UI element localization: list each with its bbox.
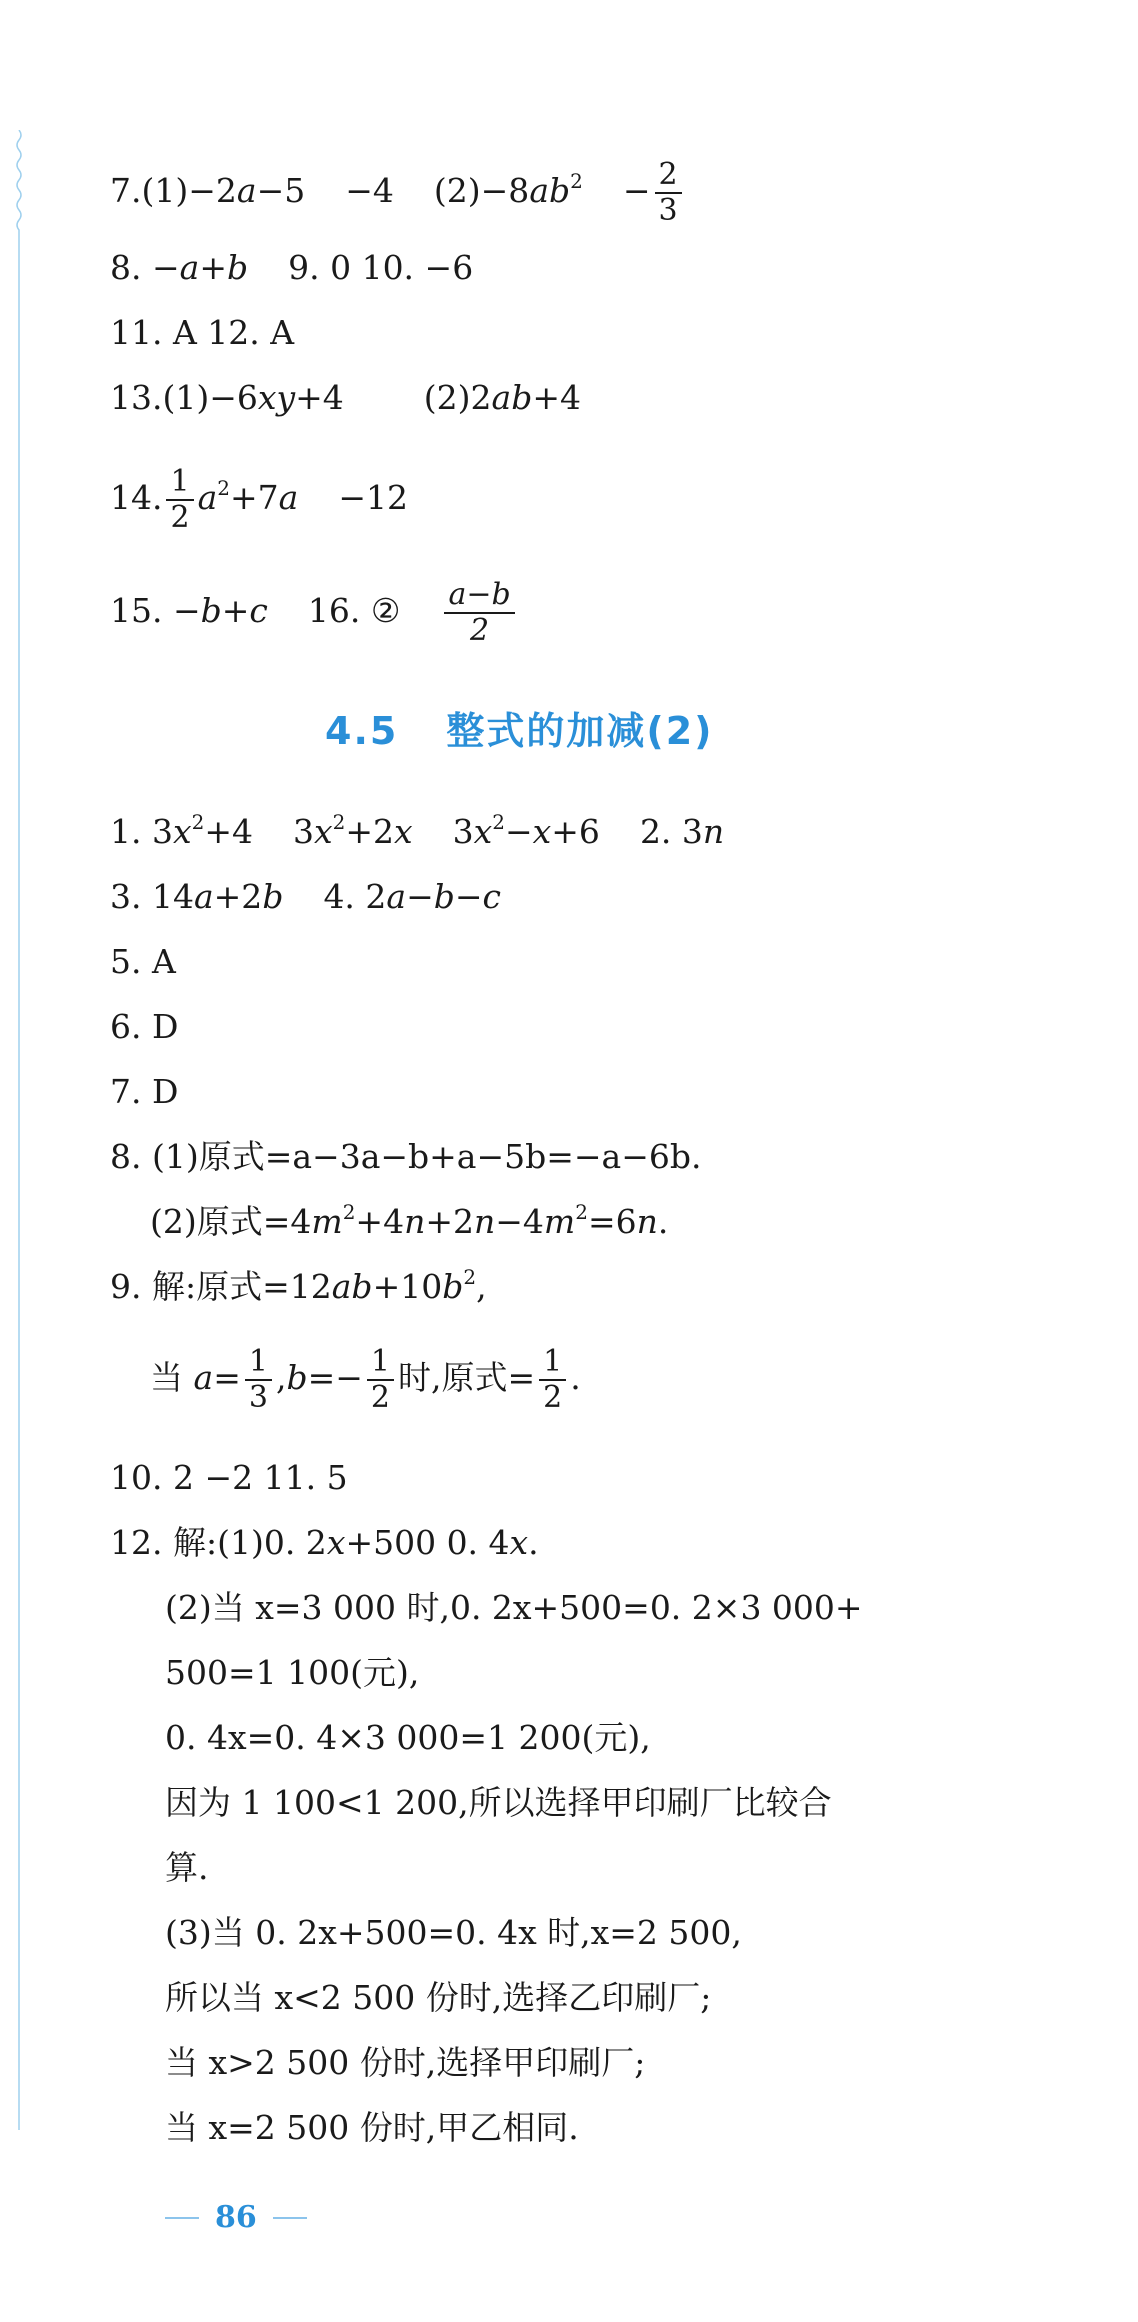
- answer-line-13: 13.(1)−6xy+4 (2)2ab+4: [110, 378, 582, 417]
- answer-line-8: 8. −a+b 9. 0 10. −6: [110, 248, 474, 287]
- page-number: 86: [165, 2200, 307, 2235]
- answer-line-14: 14. $\frac{1}{2}$ $a^2+7a -12$: [110, 464, 408, 535]
- section-title: 4.5 整式的加减(2): [325, 709, 714, 753]
- fraction: $\frac{1}{3}$: [245, 1345, 272, 1415]
- answer-line-s7: 7. D: [110, 1072, 179, 1111]
- answer-line-s6: 6. D: [110, 1007, 179, 1046]
- footer-dash-left: [165, 2217, 199, 2219]
- footer-dash-right: [273, 2217, 307, 2219]
- answer-line-s12h: 所以当 x<2 500 份时,选择乙印刷厂;: [165, 1978, 712, 2017]
- fraction: $\frac{1}{2}$: [166, 465, 193, 535]
- fraction: $\frac{1}{2}$: [539, 1345, 566, 1415]
- fraction: $\frac{a-b}{2}$: [444, 578, 514, 648]
- answer-line-s10: 10. 2 −2 11. 5: [110, 1458, 348, 1497]
- answer-line-s12c: 500=1 100(元),: [165, 1653, 420, 1692]
- margin-decoration: [14, 130, 24, 2130]
- answer-line-s9: 9. 解:原式$=12ab+10b^2$,: [110, 1265, 487, 1306]
- answer-line-15: 15. −b+c 16. ② $\frac{a-b}{2}$: [110, 578, 519, 648]
- answer-line-s12j: 当 x=2 500 份时,甲乙相同.: [165, 2108, 579, 2147]
- answer-line-s12f: 算.: [165, 1848, 209, 1887]
- answer-line-s8b: (2)原式$=4m^2+4n+2n-4m^2=6n$.: [150, 1200, 669, 1241]
- answer-line-s8: 8. (1)原式=a−3a−b+a−5b=−a−6b.: [110, 1137, 702, 1176]
- answer-line-7: 7.(1)−2a−5 −4 $(2)-8ab^2$ − $\frac{2}{3}$: [110, 158, 686, 228]
- answer-line-s12b: (2)当 x=3 000 时,0. 2x+500=0. 2×3 000+: [165, 1588, 863, 1627]
- answer-line-s3: 3. 14a+2b 4. 2a−b−c: [110, 877, 502, 916]
- fraction: $\frac{2}{3}$: [655, 158, 682, 228]
- answer-line-s9b: 当 a= $\frac{1}{3}$ ,b=− $\frac{1}{2}$ 时,原式= $\frac{1}{2}$ .: [150, 1344, 581, 1415]
- fraction: $\frac{1}{2}$: [367, 1345, 394, 1415]
- answer-line-s5: 5. A: [110, 942, 176, 981]
- answer-line-s12i: 当 x>2 500 份时,选择甲印刷厂;: [165, 2043, 646, 2082]
- answer-line-s12g: (3)当 0. 2x+500=0. 4x 时,x=2 500,: [165, 1913, 742, 1952]
- answer-line-s12: 12. 解:(1)0. 2x+500 0. 4x.: [110, 1523, 539, 1562]
- answer-line-s12d: 0. 4x=0. 4×3 000=1 200(元),: [165, 1718, 651, 1757]
- answer-line-11: 11. A 12. A: [110, 313, 295, 352]
- answer-line-s1: 1. $3x^2+4$ $3x^2+2x$ $3x^2-x+6$ 2. 3n: [110, 810, 725, 851]
- answer-line-s12e: 因为 1 100<1 200,所以选择甲印刷厂比较合: [165, 1783, 832, 1822]
